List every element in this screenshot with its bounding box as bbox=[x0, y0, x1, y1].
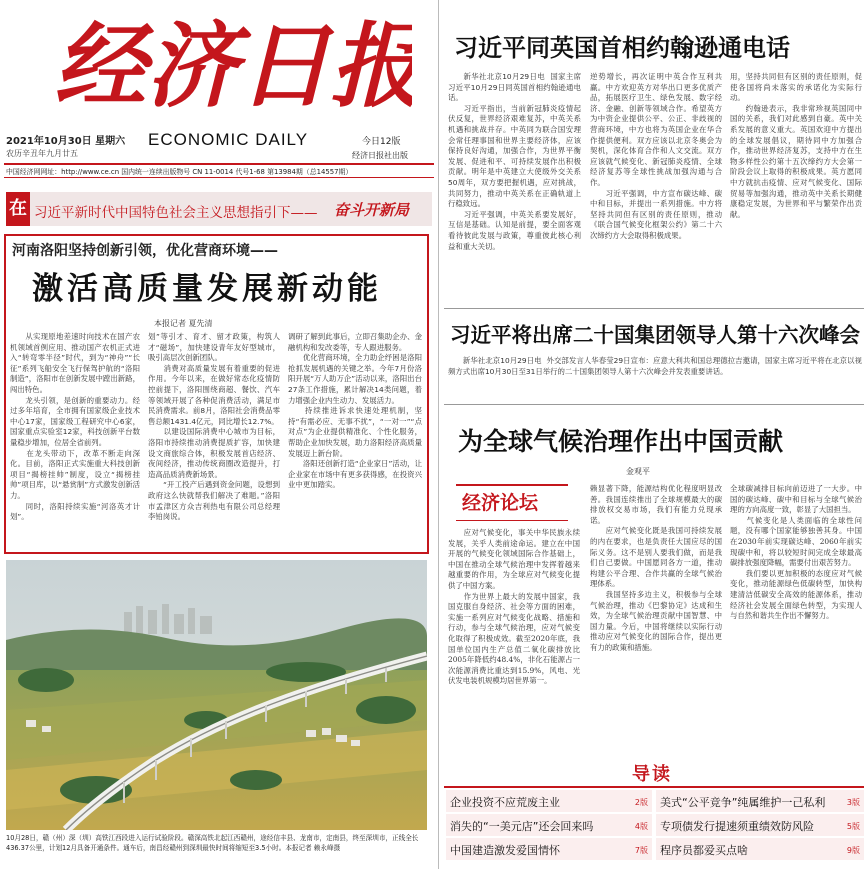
rule-article1 bbox=[444, 308, 864, 309]
column-divider bbox=[438, 0, 439, 869]
column-tag bbox=[448, 482, 580, 522]
lunar-line: 农历辛丑年九月廿五 bbox=[6, 149, 78, 158]
article1-col-2: 逆势增长，再次证明中英合作互利共赢。中方欢迎英方对华出口更多优质产品，拓展医疗卫生、绿色发展、数字经济、金融、创新等领域合作。希望英方为中资企业提供公平、公正、非歧视的营商环境，中方也将为英国企业在华合作提供便利。双方应该以北京冬奥会为契机，深化体育合作和人文交流。双方应该就气候变化、新冠肺炎疫情、全球经济复苏等全球性挑战加强沟通与合作。 习近平强调，中方宣布碳达峰、碳中和目标，并提出一系列措施。中方将坚持共同但有区别的责任原则，推动《联合国气候变化框架公约》第二十六次缔约方大会取得积极成果。 bbox=[590, 72, 722, 240]
article3-byline: 金观平 bbox=[626, 467, 650, 476]
date-line: 2021年10月30日 星期六 bbox=[6, 136, 126, 147]
guide-item-text: 中国建造激发爱国情怀 bbox=[450, 844, 560, 857]
publisher: 经济日报社出版 bbox=[352, 151, 408, 160]
masthead-rule-2 bbox=[4, 177, 434, 178]
guide-item-page: 7版 bbox=[634, 846, 648, 855]
masthead-rule bbox=[4, 163, 434, 165]
guide-item-text: 美式“公平竞争”纯属维护一己私利 bbox=[660, 796, 826, 809]
feature-col-3: 调研了解到此事后，立即召集助企办、金融机构和发改委等，专人跟进服务。 优化营商环境，全力助企纾困是洛阳抢抓发展机遇的关键之举。今年7月份洛阳开展“万人助万企”活动以来，洛阳出台27条工作措施，累计解决14类问题，着力增强企业内生动力、发展活力。 持续推进诉求快速处理机制，坚持“有需必应、无事不扰”，“一对一”“点对点”为企业提供精准化、个性化服务，帮助企业加快发展，助力洛阳经济高质量发展迈上新台阶。 洛阳还创新打造“企业家日”活动，让企业家在市场中有更多获得感，在投资兴业中更加踏实。 bbox=[288, 332, 422, 490]
guide-item-page: 9版 bbox=[846, 846, 860, 855]
guide-item-text: 程序员都爱买点啥 bbox=[660, 844, 748, 857]
guide-item-text: 专项债发行提速须重绩效防风险 bbox=[660, 820, 814, 833]
banner-badge: 在 bbox=[6, 192, 30, 226]
banner-text: 习近平新时代中国特色社会主义思想指引下—— bbox=[34, 205, 318, 221]
masthead-logo bbox=[52, 8, 412, 110]
guide-item[interactable] bbox=[656, 814, 864, 836]
photo-caption: 10月28日，赣（州）深（圳）高铁江西段进入运行试验阶段。赣深高铁北起江西赣州，途经信丰县、龙南市，定南县，终至深圳市，正线全长436.37公里，计划12月具备开通条件。通车后，南昌经赣州到深圳最快时间将缩短至3.5小时。本报记者 赖永峰摄 bbox=[6, 834, 419, 852]
railway-photo bbox=[6, 560, 427, 830]
feature-byline: 本报记者 夏先清 bbox=[154, 319, 213, 328]
english-name: ECONOMIC DAILY bbox=[148, 130, 309, 149]
article1-col-3: 用，坚持共同但有区别的责任原则，促使各国将尚未落实的承诺化为实际行动。 约翰逊表示，我非常珍视英国同中国的关系，我们对此感到自豪。英中关系发展的意义重大。英国欢迎中方提出的全球发展倡议，期待同中方加强合作，推动世界经济复苏，支持中方在生物多样性公约第十五次缔约方大会第一阶段会议上取得的积极成果。英方愿同中方就抗击疫情、应对气候变化、国际贸易等加强沟通，推动英中关系长期健康稳定发展，为世界和平与繁荣作出贡献。 bbox=[730, 72, 862, 219]
masthead-logo-text: 经济日报 bbox=[54, 12, 412, 110]
guide-item-text: 企业投资不应荒废主业 bbox=[450, 796, 560, 809]
article1-col-1: 新华社北京10月29日电 国家主席习近平10月29日同英国首相约翰逊通电话。 习近平指出，当前新冠肺炎疫情起伏反复，世界经济艰难复苏，中英关系机遇和挑战并存。中英同为联合国安理会常任理事国和世界主要经济体，应该保持良好沟通，加强合作，为世界平衡发展、促进和平、可持续发展作出积极贡献。明年是中英建立大使级外交关系50周年，双方要把握机遇，应对挑战，共同努力，推动中英关系在正确轨道上行稳致远。 习近平强调，中英关系要发展好，互信是基础。认知是前提，要全面客观看待彼此发展与政策，尊重彼此核心利益和重大关切。 bbox=[448, 72, 581, 251]
edition-count: 今日12版 bbox=[362, 137, 401, 147]
guide-item[interactable] bbox=[446, 790, 652, 812]
guide-title: 导读 bbox=[632, 764, 672, 785]
guide-item[interactable] bbox=[656, 790, 864, 812]
article3-col-2: 赖显著下降，能源结构优化程度明显改善。我国连续推出了全球规模最大的碳排放权交易市场，我们有能力兑现承诺。 应对气候变化既是我国可持续发展的内在要求，也是负责任大国应尽的国际义务。这不是别人要我们做，而是我们自己要做。中国愿同各方一道，推动构建公平合理、合作共赢的全球气候治理体系。 我国坚持多边主义，积极参与全球气候治理，推动《巴黎协定》达成和生效，为全球气候治理贡献中国智慧、中国力量。今后，中国将继续以实际行动推动应对气候变化的国际合作，提出更有力的政策和措施。 bbox=[590, 484, 722, 652]
feature-col-1: 从实现原地差速时向技术在国产农机领域首例应用、推动国产农机正式进入“转弯零半径”时代，到为“神舟”“长征”系列飞船安全飞行保驾护航的“洛阳制造”，洛阳市在创新发展中蹚出新路，闯出特色。 龙头引领，是创新的重要动力。经过多年培育，全市拥有国家级企业技术中心17家，国家级工程研究中心6家，国家重点实验室12家，科技创新平台数量稳步增加，位居全省前列。 在龙头带动下，改革不断走向深化。目前，洛阳正式实施重大科技创新项目“揭榜挂帅”制度，设立“揭榜挂帅”项目库，以“悬赏制”方式激发创新活力。 同时，洛阳持续实施“河洛英才计划”。 bbox=[10, 332, 140, 522]
article2-headline: 习近平将出席二十国集团领导人第十六次峰会 bbox=[450, 323, 860, 347]
masthead-logo-art bbox=[52, 8, 412, 110]
article1-headline: 习近平同英国首相约翰逊通电话 bbox=[454, 33, 790, 62]
article3-col-1: 应对气候变化，事关中华民族永续发展，关乎人类前途命运。建立在中国开展的气候变化领域国际合作基础上，中国在推动全球气候治理中发挥着越来越重要的作用，为全球应对气候变化提供了中国方案。 作为世界上最大的发展中国家，我国克服自身经济、社会等方面的困难，实施一系列应对气候变化战略、措施和行动，参与全球气候治理，应对气候变化取得了积极成效。截至2020年底，我国单位国内生产总值二氧化碳排放比2005年降低约48.4%，非化石能源占一次能源消费比重达到15.9%，风电、光伏发电装机规模均居世界第一。 bbox=[448, 528, 580, 686]
column-tag-text: 经济论坛 bbox=[462, 492, 539, 514]
guide-item-page: 3版 bbox=[846, 798, 860, 807]
railway-photo-art bbox=[6, 560, 427, 830]
banner bbox=[6, 192, 432, 226]
article2-body: 新华社北京10月29日电 外交部发言人华春莹29日宣布：应意大利共和国总理德拉吉邀请，国家主席习近平将在北京以视频方式出席10月30日至31日举行的二十国集团领导人第十六次峰会并发表重要讲话。 bbox=[448, 356, 862, 376]
article3-headline: 为全球气候治理作出中国贡献 bbox=[458, 427, 784, 456]
guide-item-page: 4版 bbox=[634, 822, 648, 831]
feature-box bbox=[4, 234, 429, 554]
guide-item-text: 消失的“一美元店”还会回来吗 bbox=[450, 820, 594, 833]
guide-rule bbox=[444, 786, 864, 788]
guide-item[interactable] bbox=[446, 838, 652, 860]
banner-tagline: 奋斗开新局 bbox=[334, 201, 410, 219]
guide-item-page: 2版 bbox=[634, 798, 648, 807]
rule-article2 bbox=[444, 404, 864, 405]
guide-item[interactable] bbox=[656, 838, 864, 860]
feature-headline: 激活高质量发展新动能 bbox=[32, 271, 382, 307]
guide-item-page: 5版 bbox=[846, 822, 860, 831]
web-info: 中国经济网网址：http://www.ce.cn 国内统一连续出版物号 CN 11-0014 代号1-68 第13984期（总14557期） bbox=[6, 168, 353, 176]
feature-kicker: 河南洛阳坚持创新引领，优化营商环境—— bbox=[12, 243, 278, 259]
guide-item[interactable] bbox=[446, 814, 652, 836]
article3-col-3: 全球碳减排目标向前迈进了一大步。中国的碳达峰、碳中和目标与全球气候治理的方向高度一致，彰显了大国担当。 气候变化是人类面临的全球性问题，没有哪个国家能够独善其身。中国在2030年前实现碳达峰、2060年前实现碳中和，将以较短时间完成全球最高碳排放强度降幅，需要付出艰苦努力。 我们要以更加积极的态度应对气候变化，推动能源绿色低碳转型，加快构建清洁低碳安全高效的能源体系，推动经济社会发展全面绿色转型，为实现人与自然和谐共生作出不懈努力。 bbox=[730, 484, 862, 621]
feature-col-2: 划”等引才、育才、留才政策，构筑人才“磁场”，加快建设青年友好型城市，吸引高层次创新团队。 消费对高质量发展有着重要的促进作用。今年以来，在做好常态化疫情防控前提下，洛阳围绕商超、餐饮、汽车等领域开展了各种促消费活动，满足市民消费需求。前8月，洛阳社会消费品零售总额1431.4亿元，同比增长12.7%。 以建设国际消费中心城市为目标，洛阳市持续推动消费提质扩容，加快建设文商旅综合体，积极发展首店经济、夜间经济，推动传统商圈改造提升，打造高品质消费新场景。 “开工投产后遇到资金问题，设想到政府这么快就帮我们解决了难题。”洛阳市孟津区方众吉利热电有限公司总经理李铂岗说。 bbox=[148, 332, 280, 522]
